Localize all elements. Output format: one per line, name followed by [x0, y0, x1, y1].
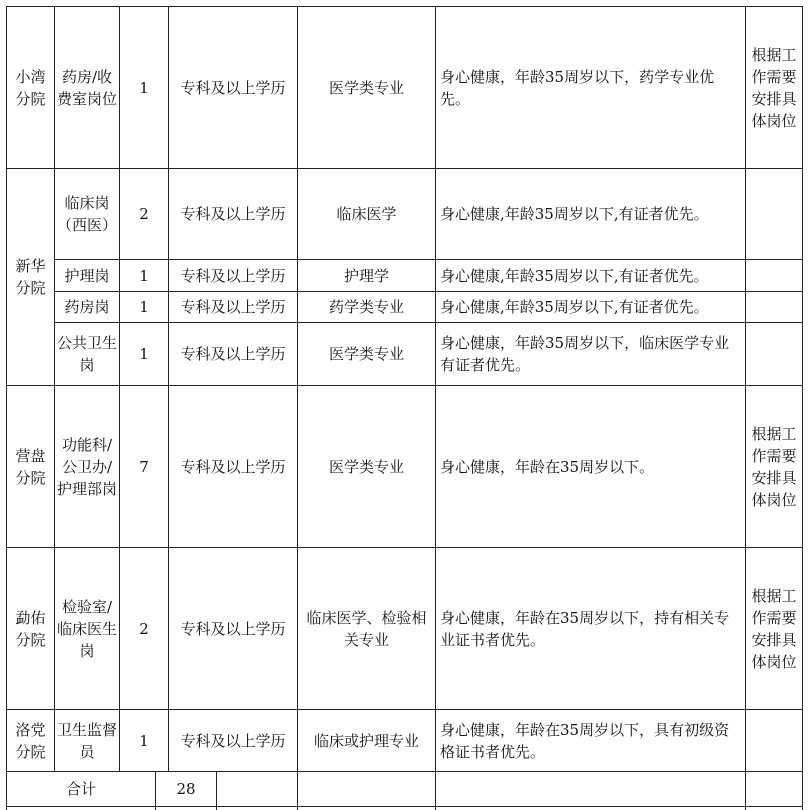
- note-cell: [746, 260, 802, 291]
- note-cell: [746, 292, 802, 322]
- requirement-cell: 身心健康,年龄35周岁以下,有证者优先。: [440, 298, 709, 316]
- education-cell: 专科及以上学历: [180, 78, 286, 97]
- post-cell: 检验室/临床医生岗: [57, 597, 118, 660]
- major-cell: 医学类专业: [328, 457, 404, 476]
- major-cell: 临床医学: [336, 205, 397, 223]
- count-cell: 2: [139, 619, 149, 638]
- post-cell: 护理岗: [64, 266, 110, 285]
- branch-cell: 新华分院: [15, 257, 46, 297]
- post-cell: 临床岗（西医）: [57, 194, 118, 234]
- education-cell: 专科及以上学历: [180, 266, 286, 285]
- post-cell: 功能科/公卫办/护理部岗: [57, 435, 118, 498]
- requirement-cell: 身心健康，年龄在35周岁以下。: [440, 457, 655, 476]
- requirement-cell: 身心健康，年龄在35周岁以下，持有相关专业证书者优先。: [440, 608, 730, 649]
- major-cell: 医学类专业: [328, 78, 404, 97]
- education-cell: 专科及以上学历: [180, 619, 286, 638]
- requirement-cell: 身心健康,年龄35周岁以下,有证者优先。: [440, 205, 709, 223]
- education-cell: 专科及以上学历: [180, 457, 286, 476]
- count-cell: 1: [139, 78, 149, 97]
- requirement-cell: 身心健康，年龄在35周岁以下，具有初级资格证书者优先。: [440, 720, 730, 761]
- note-cell: 根据工作需要安排具体岗位: [751, 586, 797, 671]
- count-cell: 1: [139, 298, 149, 316]
- branch-cell: 洛党分院: [15, 720, 46, 761]
- note-cell: 根据工作需要安排具体岗位: [751, 45, 797, 130]
- major-cell: 护理学: [343, 266, 389, 285]
- requirement-cell: 身心健康,年龄35周岁以下,有证者优先。: [440, 266, 709, 285]
- education-cell: 专科及以上学历: [180, 298, 286, 316]
- note-cell: [746, 169, 802, 259]
- branch-cell: 小湾分院: [15, 67, 46, 108]
- branch-cell: 勐佑分院: [15, 608, 46, 649]
- grid-line: [216, 771, 217, 810]
- education-cell: 专科及以上学历: [180, 731, 286, 750]
- requirement-cell: 身心健康，年龄35周岁以下，药学专业优先。: [440, 67, 715, 108]
- count-cell: 1: [139, 731, 149, 750]
- major-cell: 临床或护理专业: [313, 731, 419, 750]
- education-cell: 专科及以上学历: [180, 345, 286, 363]
- note-cell: [746, 323, 802, 385]
- grid-line: [802, 6, 803, 810]
- grid-line: [6, 806, 803, 807]
- post-cell: 卫生监督员: [57, 720, 118, 761]
- branch-cell: 营盘分院: [15, 446, 46, 487]
- note-cell: [746, 710, 802, 771]
- note-cell: 根据工作需要安排具体岗位: [751, 424, 797, 509]
- requirement-cell: 身心健康，年龄35周岁以下，临床医学专业有证者优先。: [440, 334, 730, 374]
- total-count: 28: [176, 780, 196, 798]
- post-cell: 公共卫生岗: [57, 334, 118, 374]
- post-cell: 药房/收费室岗位: [57, 67, 118, 108]
- count-cell: 1: [139, 345, 149, 363]
- count-cell: 2: [139, 205, 149, 223]
- post-cell: 药房岗: [64, 298, 110, 316]
- major-cell: 临床医学、检验相关专业: [306, 608, 427, 649]
- count-cell: 7: [139, 457, 149, 476]
- total-label: 合计: [65, 780, 96, 798]
- count-cell: 1: [139, 266, 149, 285]
- major-cell: 医学类专业: [328, 345, 404, 363]
- education-cell: 专科及以上学历: [180, 205, 286, 223]
- major-cell: 药学类专业: [328, 298, 404, 316]
